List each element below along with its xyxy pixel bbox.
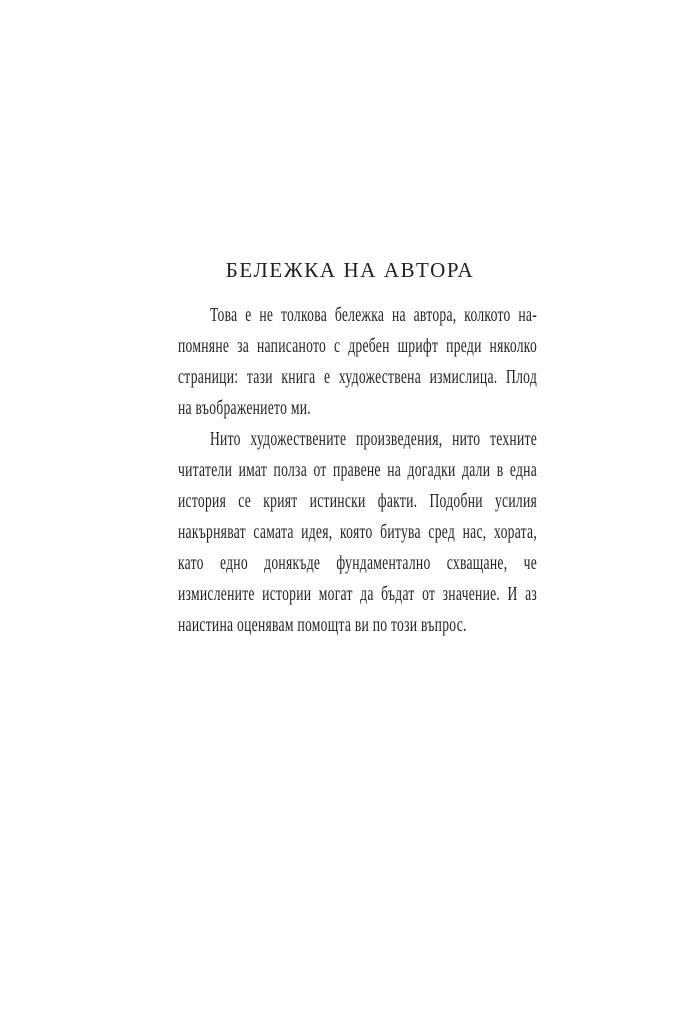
text-line: накърняват самата идея, която битува сред нас, хората, bbox=[178, 521, 538, 543]
text-line: измислените истории могат да бъдат от значение. И аз bbox=[178, 583, 538, 605]
paragraph-1 bbox=[178, 300, 537, 424]
text-line: история се крият истински факти. Подобни усилия bbox=[178, 490, 538, 512]
paragraph-2 bbox=[178, 424, 537, 641]
text-line: Нито художествените произведения, нито техните bbox=[209, 428, 538, 450]
text-line: читатели имат полза от правене на догадки дали в една bbox=[178, 459, 538, 481]
text-line: като едно донякъде фундаментално схващане, че bbox=[178, 552, 538, 574]
page-title: БЕЛЕЖКА НА АВТОРА bbox=[225, 258, 475, 282]
text-line: на въображението ми. bbox=[178, 397, 311, 419]
text-line: страници: тази книга е художествена измислица. Плод bbox=[178, 366, 538, 388]
text-line: Това е не толкова бележка на автора, колкото на- bbox=[209, 304, 538, 326]
text-line: помняне за написаното с дребен шрифт преди няколко bbox=[178, 335, 538, 357]
text-line: наистина оценявам помощта ви по този въпрос. bbox=[178, 614, 467, 636]
